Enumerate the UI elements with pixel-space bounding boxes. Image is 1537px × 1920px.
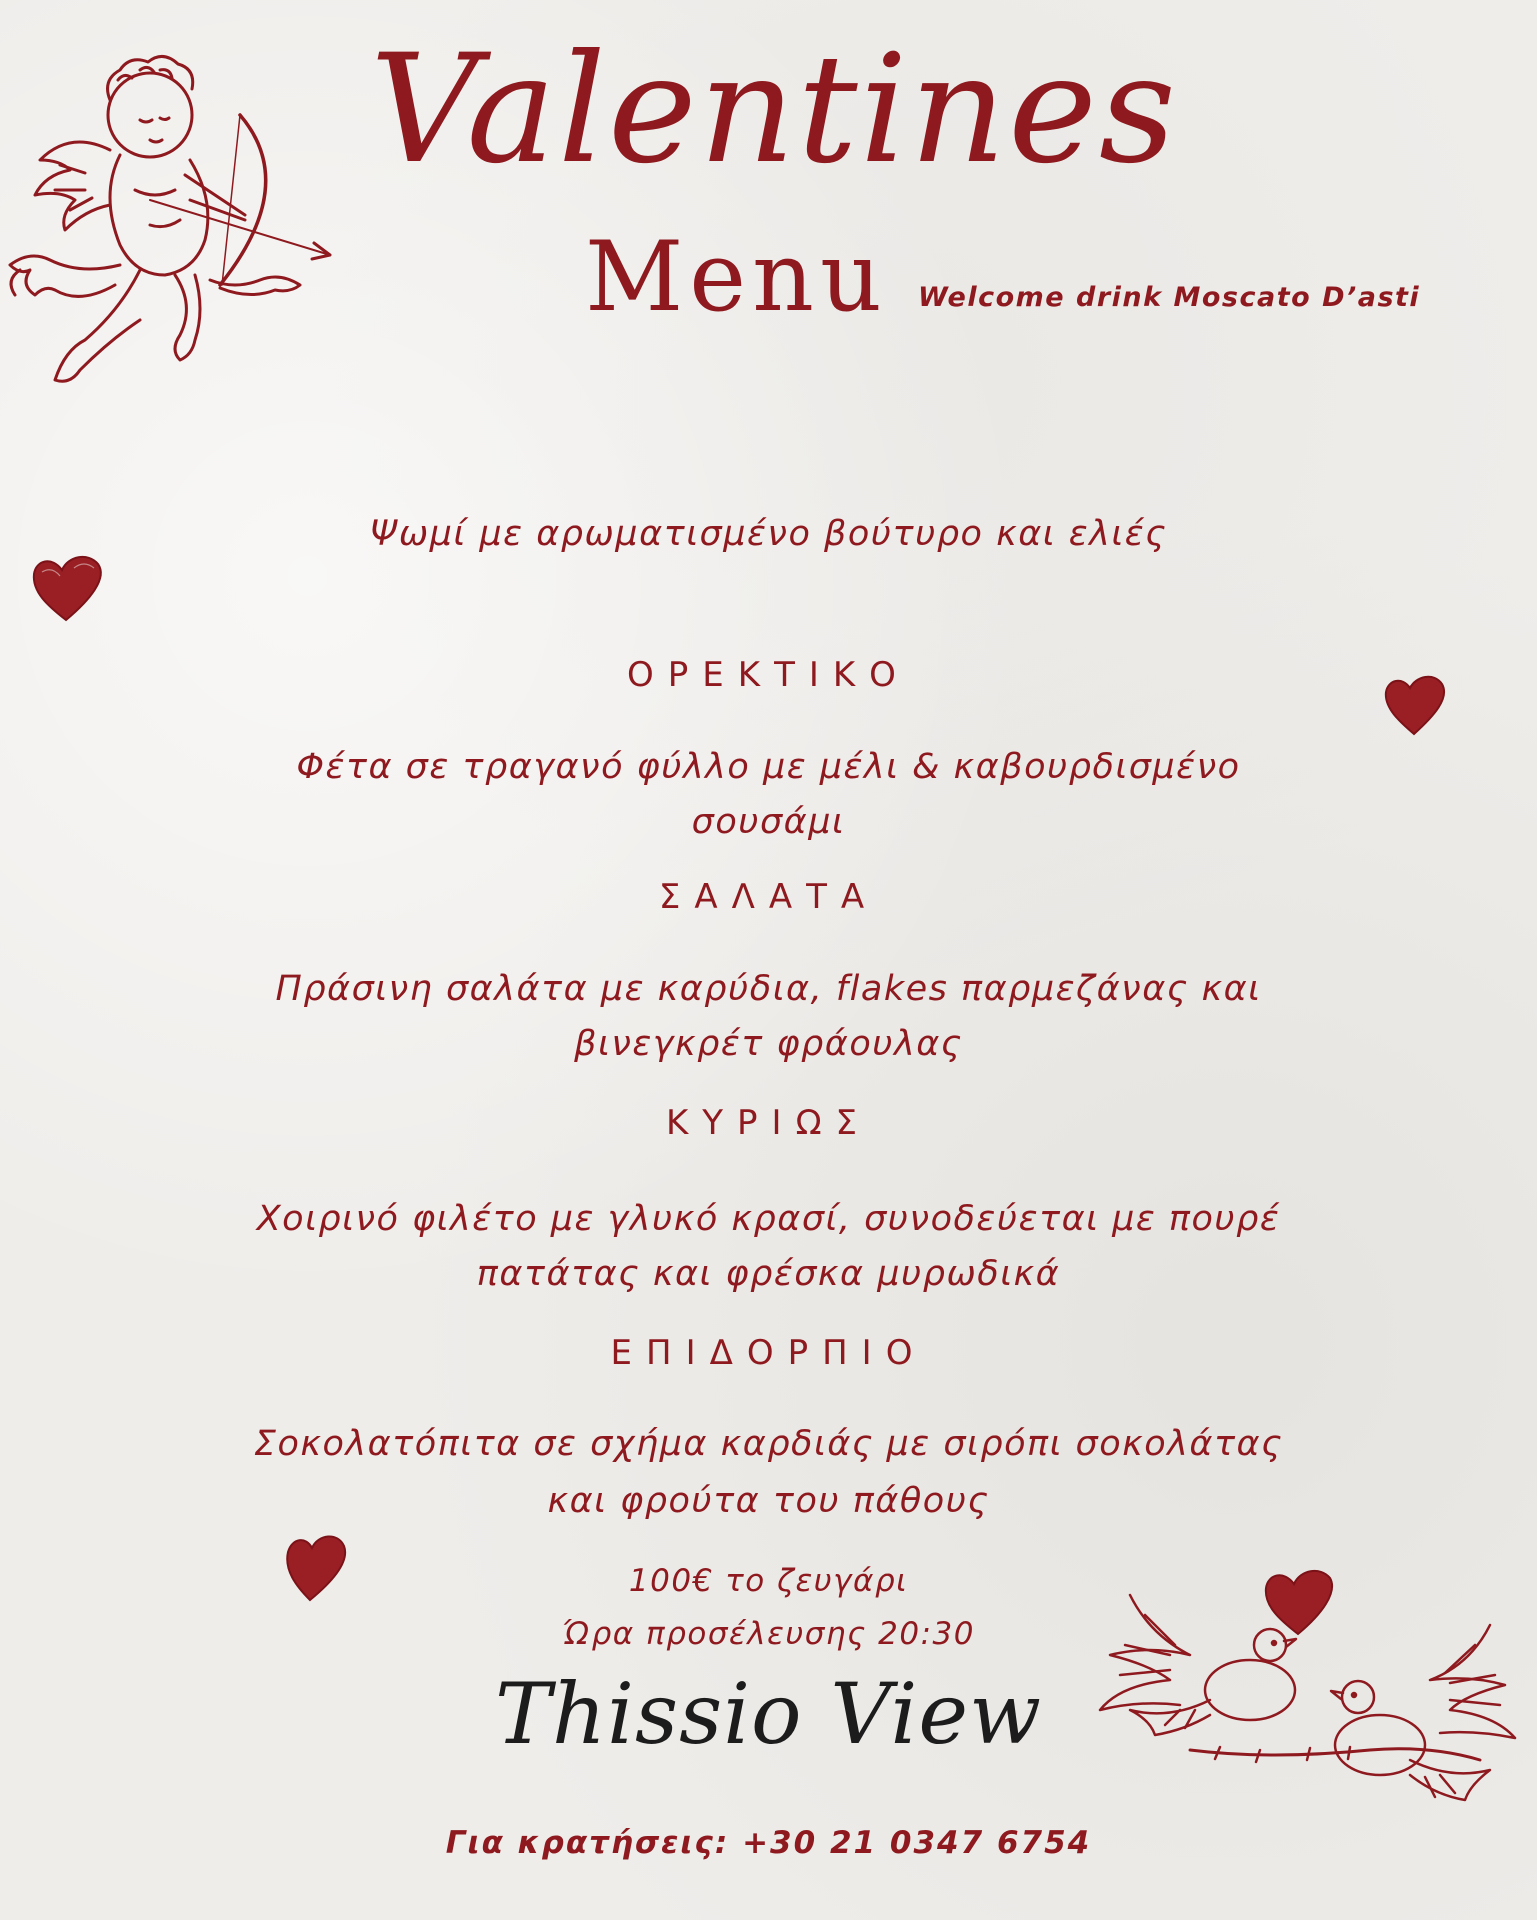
dish-line: Φέτα σε τραγανό φύλλο με μέλι & καβουρδισμένο bbox=[296, 747, 1241, 787]
bread-item: Ψωμί με αρωματισμένο βούτυρο και ελιές bbox=[369, 514, 1168, 554]
title-menu: Menu bbox=[585, 221, 888, 333]
dish-line: και φρούτα του πάθους bbox=[547, 1481, 990, 1521]
dish-line: Σοκολατόπιτα σε σχήμα καρδιάς με σιρόπι σοκολάτας bbox=[253, 1424, 1284, 1464]
price: 100€ το ζευγάρι bbox=[628, 1563, 909, 1599]
arrival-time: Ώρα προσέλευσης 20:30 bbox=[562, 1616, 975, 1652]
section-heading-salad: ΣΑΛΑΤΑ bbox=[658, 877, 879, 917]
signature: Thissio View bbox=[494, 1665, 1042, 1763]
cupid-illustration bbox=[0, 40, 340, 420]
section-heading-main: ΚΥΡΙΩΣ bbox=[665, 1103, 872, 1143]
welcome-drink: Welcome drink Moscato D’asti bbox=[918, 282, 1421, 313]
dish-line: Χοιρινό φιλέτο με γλυκό κρασί, συνοδεύεται με πουρέ bbox=[256, 1199, 1281, 1239]
section-heading-appetizer: ΟΡΕΚΤΙΚΟ bbox=[627, 655, 910, 695]
dish-line: βινεγκρέτ φράουλας bbox=[574, 1024, 963, 1064]
section-heading-dessert: ΕΠΙΔΟΡΠΙΟ bbox=[610, 1333, 927, 1373]
title-valentines: Valentines bbox=[370, 23, 1178, 197]
dish-line: πατάτας και φρέσκα μυρωδικά bbox=[476, 1254, 1061, 1294]
reservations-phone[interactable]: Για κρατήσεις: +30 21 0347 6754 bbox=[445, 1825, 1092, 1861]
dish-line: σουσάμι bbox=[691, 802, 846, 842]
dish-line: Πράσινη σαλάτα με καρύδια, flakes παρμεζάνας και bbox=[275, 969, 1262, 1009]
